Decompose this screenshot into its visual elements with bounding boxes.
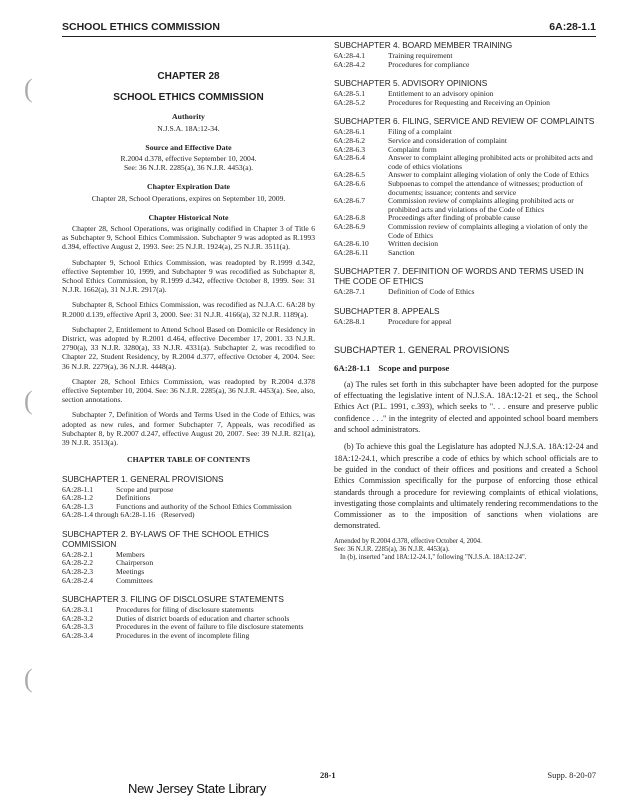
toc-entry-number: 6A:28-3.1 (62, 605, 94, 615)
section-title: Scope and purpose (378, 362, 450, 373)
amendment-note (334, 538, 598, 562)
toc-entry[interactable] (334, 318, 598, 327)
toc-subchapter-title: SUBCHAPTER 1. GENERAL PROVISIONS (62, 473, 224, 484)
toc-entry-title: Filing of a complaint (388, 127, 452, 137)
toc-entry-number: 6A:28-6.2 (334, 135, 366, 145)
toc-entry[interactable] (334, 99, 598, 108)
toc-entry-title: Written decision (388, 239, 439, 249)
history-heading: Chapter Historical Note (148, 212, 229, 222)
toc-subchapter-title: SUBCHAPTER 5. ADVISORY OPINIONS (334, 78, 488, 89)
toc-entry-title: Definition of Code of Ethics (388, 287, 475, 297)
toc-entry-number: 6A:28-6.4 (334, 153, 366, 163)
amendment-line: Amended by R.2004 d.378, effective October 4, 2004. (334, 537, 482, 545)
history-paragraph: Subchapter 7, Definition of Words and Terms Used in the Code of Ethics, was adopted as new rules, and former Subchapter 7, Appeals, was recodified as Subchapter 8, by R.2007 d.247, effective August 20, 2007. See: 39 N.J.R. 821(a), 39 N.J.R. 3513(a). (62, 410, 315, 448)
toc-entry-title: Procedures for filing of disclosure statements (116, 605, 254, 615)
toc-entry-title: Chairperson (116, 558, 154, 568)
header-title: SCHOOL ETHICS COMMISSION (62, 21, 220, 33)
expiration-heading: Chapter Expiration Date (146, 182, 231, 192)
toc-heading: CHAPTER TABLE OF CONTENTS (126, 455, 251, 465)
toc-entry-number: 6A:28-2.1 (62, 549, 94, 559)
toc-entry-list (62, 606, 315, 640)
toc-entry-title: Functions and authority of the School Ethics Commission (116, 501, 292, 511)
toc-entry-number: 6A:28-1.2 (62, 493, 94, 503)
toc-entry-title: Procedures in the event of incomplete filing (116, 631, 250, 641)
source-text: R.2004 d.378, effective September 10, 2004. See: 36 N.J.R. 2285(a), 36 N.J.R. 4453(a). (120, 154, 257, 173)
toc-entry-number: 6A:28-2.4 (62, 575, 94, 585)
toc-entry-title: Service and consideration of complaint (388, 135, 507, 145)
toc-subchapter-title: SUBCHAPTER 2. BY-LAWS OF THE SCHOOL ETHICS COMMISSION (62, 528, 269, 549)
toc-entry-number: 6A:28-7.1 (334, 287, 366, 297)
toc-entry[interactable] (334, 197, 598, 214)
toc-entry-title: Commission review of complaints alleging a violation of only the Code of Ethics (388, 221, 588, 240)
toc-subchapter-title: SUBCHAPTER 8. APPEALS (334, 305, 440, 316)
toc-subchapter-title: SUBCHAPTER 7. DEFINITION OF WORDS AND TERMS USED IN THE CODE OF ETHICS (334, 266, 584, 287)
toc-entry-title: Sanction (388, 247, 415, 257)
body-subchapter-title: SUBCHAPTER 1. GENERAL PROVISIONS (334, 345, 510, 356)
history-paragraph: Subchapter 2, Entitlement to Attend School Based on Domicile or Residency in District, was adopted by R.2001 d.464, effective December 17, 2001. 33 N.J.R. 2790(a), 33 N.J.R. 3280(a), 33 N.J.R. 4331(a). Subchapter 2, was recodified to Chapter 22, Student Residency, by R.2004 d.377, effective October 4, 2004. See: 36 N.J.R. 2279(a), 36 N.J.R. 4448(a). (62, 324, 315, 371)
toc-entry-number: 6A:28-5.2 (334, 97, 366, 107)
history-paragraph: Subchapter 8, School Ethics Commission, was recodified as N.J.A.C. 6A:28 by R.2000 d.139, effective April 3, 2000. See: 31 N.J.R. 4166(a), 32 N.J.R. 1189(a). (62, 300, 315, 319)
chapter-number: CHAPTER 28 (157, 71, 220, 82)
toc-entry[interactable] (334, 288, 598, 297)
page-number: 28-1 (320, 770, 336, 780)
history-paragraph: Chapter 28, School Operations, was originally codified in Chapter 3 of Title 6 as Subchapter 9, School Ethics Commission. Subchapter 9 was adopted as R.1993 d.394, effective August 2, 1993. See: 25 N.J.R. 1924(a), 25 N.J.R. 3511(a). (62, 224, 315, 252)
toc-entry-number: 6A:28-6.9 (334, 221, 366, 231)
history-paragraph: Subchapter 9, School Ethics Commission, was readopted by R.1999 d.342, effective September 10, 1999, and Subchapter 9 was recodified as Subchapter 8, School Ethics Commission, by R.1999 d.342, effective October 8, 1999. See: 31 N.J.R. 1662(a), 31 N.J.R. 2917(a). (62, 257, 315, 295)
punch-mark: ( (24, 664, 33, 693)
toc-entry-title: Commission review of complaints alleging prohibited acts or prohibited acts and violations of the Code of Ethics (388, 196, 574, 214)
header-section-number: 6A:28-1.1 (549, 21, 596, 33)
punch-mark: ( (24, 386, 33, 415)
toc-entry-title: Procedure for appeal (388, 316, 452, 326)
toc-subchapter-title: SUBCHAPTER 4. BOARD MEMBER TRAINING (334, 40, 513, 50)
toc-entry[interactable] (62, 486, 315, 495)
authority-text: N.J.S.A. 18A:12-34. (157, 123, 220, 133)
toc-entry[interactable] (62, 511, 315, 520)
toc-entry-title: Members (116, 549, 145, 559)
toc-entry-title: Committees (116, 575, 153, 585)
toc-entry-number: 6A:28-1.1 (62, 484, 94, 494)
toc-entry-number: 6A:28-3.2 (62, 613, 94, 623)
toc-entry-number: 6A:28-1.4 through 6A:28-1.16 (62, 510, 156, 520)
toc-left (62, 474, 315, 641)
toc-entry-title: Procedures for compliance (388, 59, 470, 69)
toc-entry-number: 6A:28-4.2 (334, 59, 366, 69)
toc-entry-title: (Reserved) (161, 510, 195, 520)
section-heading (334, 364, 598, 373)
body-paragraph: (a) The rules set forth in this subchapter have been adopted for the purpose of effectuating the legislative intent of N.J.S.A. 18A:12-21 et seq., the School Ethics Act (P.L. 1991, c.393), which seeks to ". . . ensure and preserve public confidence . . ." in the integrity of elected and appointed school board members and school administrators. (334, 379, 598, 435)
toc-entry-number: 6A:28-6.8 (334, 213, 366, 223)
toc-entry-number: 6A:28-8.1 (334, 316, 366, 326)
authority-heading: Authority (172, 112, 205, 122)
toc-entry[interactable] (334, 223, 598, 240)
left-column (62, 40, 315, 641)
toc-entry-list (334, 52, 598, 69)
expiration-text: Chapter 28, School Operations, expires on September 10, 2009. (91, 193, 286, 203)
toc-subchapter-title: SUBCHAPTER 6. FILING, SERVICE AND REVIEW OF COMPLAINTS (334, 116, 595, 127)
toc-entry-number: 6A:28-5.1 (334, 89, 366, 99)
toc-entry-list (334, 318, 598, 327)
toc-entry-number: 6A:28-2.2 (62, 558, 94, 568)
amendment-line: In (b), inserted "and 18A:12-24.1," following "N.J.S.A. 18A:12-24". (340, 553, 527, 561)
toc-entry-title: Training requirement (388, 51, 453, 60)
toc-entry-title: Meetings (116, 567, 145, 577)
toc-entry-title: Answer to complaint alleging prohibited acts or prohibited acts and code of ethics violations (388, 153, 593, 171)
toc-entry-number: 6A:28-2.3 (62, 567, 94, 577)
toc-entry-number: 6A:28-6.3 (334, 144, 366, 154)
toc-entry-title: Entitlement to an advisory opinion (388, 89, 494, 99)
toc-entry-title: Procedures for Requesting and Receiving an Opinion (388, 97, 550, 107)
toc-entry[interactable] (334, 61, 598, 70)
toc-entry-number: 6A:28-6.7 (334, 196, 366, 206)
toc-entry[interactable] (62, 577, 315, 586)
punch-mark: ( (24, 74, 33, 103)
toc-entry-title: Procedures in the event of failure to file disclosure statements (116, 622, 304, 632)
toc-entry-number: 6A:28-4.1 (334, 51, 366, 60)
toc-entry[interactable] (62, 632, 315, 641)
right-column (334, 40, 598, 562)
toc-entry-title: Scope and purpose (116, 484, 174, 494)
toc-entry[interactable] (334, 249, 598, 258)
toc-entry-number: 6A:28-3.4 (62, 631, 94, 641)
toc-entry[interactable] (334, 154, 598, 171)
toc-entry[interactable] (334, 180, 598, 197)
toc-entry-list (334, 288, 598, 297)
toc-entry-number: 6A:28-6.6 (334, 178, 366, 188)
toc-entry-list (62, 486, 315, 520)
toc-entry-number: 6A:28-6.11 (334, 247, 369, 257)
toc-entry-title: Proceedings after finding of probable cause (388, 213, 521, 223)
toc-entry[interactable] (62, 568, 315, 577)
toc-entry-number (62, 511, 315, 520)
toc-entry-list (62, 551, 315, 585)
toc-entry-title: Answer to complaint alleging violation of only the Code of Ethics (388, 170, 589, 180)
toc-entry-number: 6A:28-6.5 (334, 170, 366, 180)
toc-entry-number: 6A:28-3.3 (62, 622, 94, 632)
toc-entry[interactable] (334, 240, 598, 249)
toc-entry-title: Subpoenas to compel the attendance of witnesses; production of documents; issuance; contents and service (388, 178, 583, 197)
toc-entry-title: Duties of district boards of education and charter schools (116, 613, 290, 623)
toc-entry-number: 6A:28-1.3 (62, 501, 94, 511)
body-paragraph: (b) To achieve this goal the Legislature has adopted N.J.S.A. 18A:12-24 and 18A:12-24.1, which prescribe a code of ethics by which school officials are to be guided in the conduct of their offices and positions and created a School Ethics Commission specifically for the purpose of enforcing those ethical standards through a procedure for reviewing complaints of ethical violations, investigating those complaints and ultimately rendering recommendations to the Commissioner as to the imposition of sanctions when violations are demonstrated. (334, 442, 598, 531)
library-stamp: New Jersey State Library (128, 781, 267, 796)
toc-subchapter-title: SUBCHAPTER 3. FILING OF DISCLOSURE STATEMENTS (62, 594, 284, 605)
toc-right (334, 40, 598, 326)
amendment-line: See: 36 N.J.R. 2285(a), 36 N.J.R. 4453(a). (334, 545, 450, 553)
supplement-date: Supp. 8-20-07 (547, 770, 596, 780)
toc-entry-number: 6A:28-6.1 (334, 127, 366, 137)
source-heading: Source and Effective Date (145, 142, 232, 152)
toc-entry[interactable] (62, 551, 315, 560)
toc-entry-title: Complaint form (388, 144, 437, 154)
chapter-name: SCHOOL ETHICS COMMISSION (113, 92, 264, 104)
toc-entry[interactable] (334, 137, 598, 146)
toc-entry-number: 6A:28-6.10 (334, 239, 369, 249)
section-number: 6A:28-1.1 (334, 362, 371, 373)
toc-entry-title: Definitions (116, 493, 151, 503)
toc-entry[interactable] (62, 559, 315, 568)
toc-entry-list (334, 90, 598, 107)
toc-entry-list (334, 128, 598, 257)
history-paragraph: Chapter 28, School Ethics Commission, was readopted by R.2004 d.378 effective September 10, 2004. See: 36 N.J.R. 2285(a), 36 N.J.R. 4453(a). See, also, section annotations. (62, 376, 315, 405)
running-header (62, 20, 596, 37)
